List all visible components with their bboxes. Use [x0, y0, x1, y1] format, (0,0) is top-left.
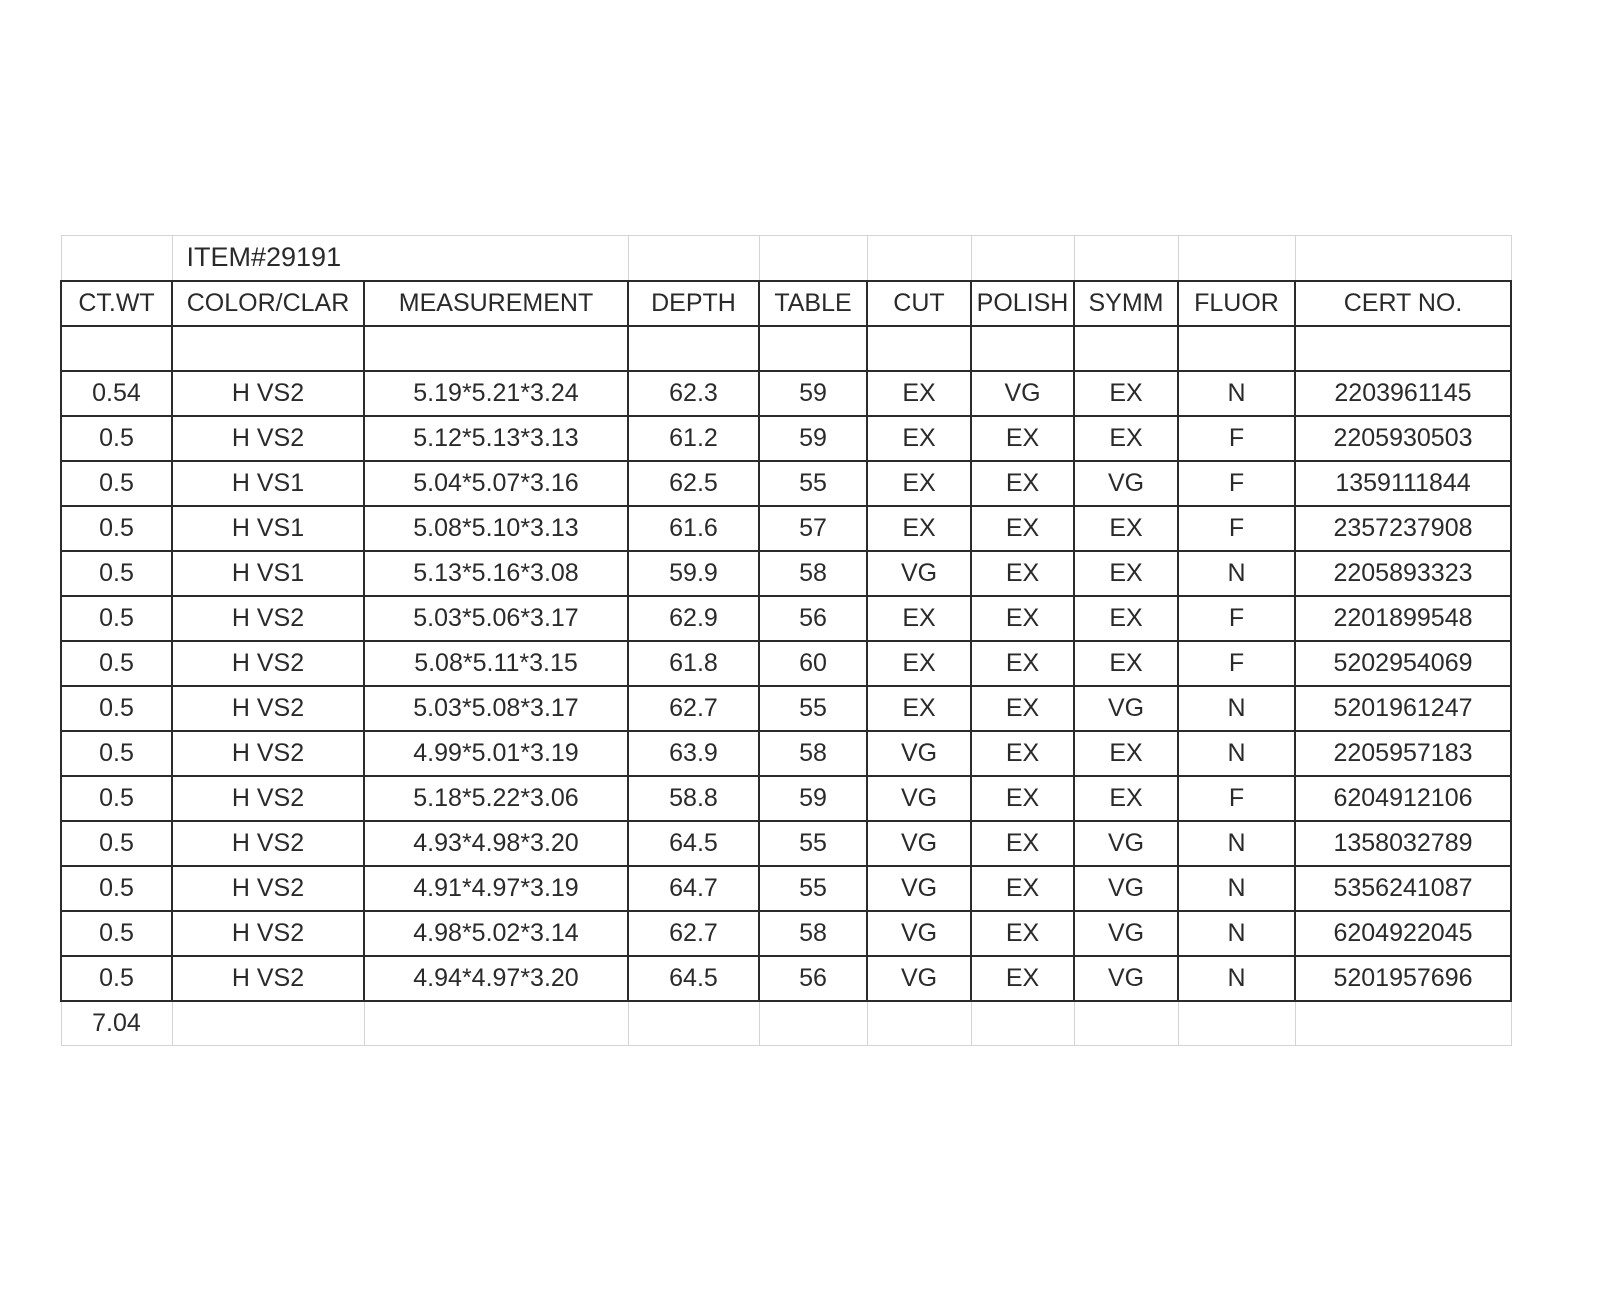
depth-cell[interactable]: 64.5	[628, 956, 759, 1001]
cut-cell[interactable]: EX	[867, 506, 971, 551]
cell[interactable]	[971, 326, 1074, 371]
cell[interactable]	[364, 326, 628, 371]
header-color-clar[interactable]: COLOR/CLAR	[172, 281, 364, 326]
item-title-row	[61, 236, 1511, 281]
cell[interactable]	[971, 236, 1074, 281]
cert-no-cell[interactable]: 5356241087	[1295, 866, 1511, 911]
fluor-cell[interactable]: F	[1178, 596, 1295, 641]
ct-wt-cell[interactable]: 0.5	[61, 641, 172, 686]
depth-cell[interactable]: 61.6	[628, 506, 759, 551]
cut-cell[interactable]: VG	[867, 866, 971, 911]
fluor-cell[interactable]: F	[1178, 506, 1295, 551]
color-clar-cell[interactable]: H VS1	[172, 506, 364, 551]
cell[interactable]	[1295, 326, 1511, 371]
cert-no-cell[interactable]: 5201961247	[1295, 686, 1511, 731]
table-cell[interactable]: 58	[759, 911, 867, 956]
cut-cell[interactable]: VG	[867, 911, 971, 956]
header-polish[interactable]: POLISH	[971, 281, 1074, 326]
symm-cell[interactable]: EX	[1074, 506, 1178, 551]
symm-cell[interactable]: VG	[1074, 911, 1178, 956]
cert-no-cell[interactable]: 6204912106	[1295, 776, 1511, 821]
cell[interactable]	[1074, 236, 1178, 281]
fluor-cell[interactable]: F	[1178, 416, 1295, 461]
table-cell[interactable]: 55	[759, 821, 867, 866]
color-clar-cell[interactable]: H VS2	[172, 686, 364, 731]
table-row	[61, 641, 1511, 686]
table-row	[61, 371, 1511, 416]
polish-cell[interactable]: EX	[971, 731, 1074, 776]
empty-row	[61, 326, 1511, 371]
fluor-cell[interactable]: N	[1178, 911, 1295, 956]
color-clar-cell[interactable]: H VS1	[172, 461, 364, 506]
ct-wt-cell[interactable]: 0.5	[61, 506, 172, 551]
polish-cell[interactable]: EX	[971, 461, 1074, 506]
measurement-cell[interactable]: 5.18*5.22*3.06	[364, 776, 628, 821]
table-row	[61, 956, 1511, 1001]
table-row	[61, 506, 1511, 551]
cert-no-cell[interactable]: 1358032789	[1295, 821, 1511, 866]
cell[interactable]	[759, 236, 867, 281]
table-cell[interactable]: 56	[759, 956, 867, 1001]
cell[interactable]	[1074, 1001, 1178, 1046]
cert-no-cell[interactable]: 6204922045	[1295, 911, 1511, 956]
symm-cell[interactable]: EX	[1074, 596, 1178, 641]
fluor-cell[interactable]: N	[1178, 551, 1295, 596]
polish-cell[interactable]: EX	[971, 911, 1074, 956]
symm-cell[interactable]: VG	[1074, 956, 1178, 1001]
cell[interactable]	[1295, 1001, 1511, 1046]
table-body	[61, 236, 1511, 1046]
depth-cell[interactable]: 61.2	[628, 416, 759, 461]
cell[interactable]	[61, 236, 172, 281]
depth-cell[interactable]: 63.9	[628, 731, 759, 776]
cell[interactable]	[628, 1001, 759, 1046]
cut-cell[interactable]: VG	[867, 956, 971, 1001]
cell[interactable]	[172, 1001, 364, 1046]
polish-cell[interactable]: EX	[971, 506, 1074, 551]
table-row	[61, 776, 1511, 821]
table-cell[interactable]: 56	[759, 596, 867, 641]
polish-cell[interactable]: VG	[971, 371, 1074, 416]
depth-cell[interactable]: 64.7	[628, 866, 759, 911]
cut-cell[interactable]: EX	[867, 596, 971, 641]
measurement-cell[interactable]: 4.98*5.02*3.14	[364, 911, 628, 956]
table-cell[interactable]: 57	[759, 506, 867, 551]
header-depth[interactable]: DEPTH	[628, 281, 759, 326]
color-clar-cell[interactable]: H VS2	[172, 596, 364, 641]
cert-no-cell[interactable]: 2205930503	[1295, 416, 1511, 461]
ct-wt-cell[interactable]: 0.5	[61, 686, 172, 731]
table-row	[61, 686, 1511, 731]
symm-cell[interactable]: EX	[1074, 551, 1178, 596]
depth-cell[interactable]: 59.9	[628, 551, 759, 596]
polish-cell[interactable]: EX	[971, 551, 1074, 596]
cert-no-cell[interactable]: 1359111844	[1295, 461, 1511, 506]
header-measurement[interactable]: MEASUREMENT	[364, 281, 628, 326]
polish-cell[interactable]: EX	[971, 416, 1074, 461]
fluor-cell[interactable]: N	[1178, 686, 1295, 731]
fluor-cell[interactable]: N	[1178, 821, 1295, 866]
cell[interactable]	[628, 236, 759, 281]
table-cell[interactable]: 58	[759, 551, 867, 596]
table-cell[interactable]: 55	[759, 866, 867, 911]
header-cut[interactable]: CUT	[867, 281, 971, 326]
table-cell[interactable]: 60	[759, 641, 867, 686]
cell[interactable]	[172, 326, 364, 371]
symm-cell[interactable]: EX	[1074, 371, 1178, 416]
table-row	[61, 461, 1511, 506]
cut-cell[interactable]: EX	[867, 686, 971, 731]
header-symm[interactable]: SYMM	[1074, 281, 1178, 326]
ct-wt-cell[interactable]: 0.54	[61, 371, 172, 416]
polish-cell[interactable]: EX	[971, 596, 1074, 641]
depth-cell[interactable]: 62.5	[628, 461, 759, 506]
cert-no-cell[interactable]: 2201899548	[1295, 596, 1511, 641]
diamond-stock-table	[60, 235, 1512, 1046]
table-cell[interactable]: 58	[759, 731, 867, 776]
cert-no-cell[interactable]: 5201957696	[1295, 956, 1511, 1001]
cert-no-cell[interactable]: 2357237908	[1295, 506, 1511, 551]
ct-wt-cell[interactable]: 0.5	[61, 911, 172, 956]
cut-cell[interactable]: EX	[867, 641, 971, 686]
symm-cell[interactable]: VG	[1074, 686, 1178, 731]
color-clar-cell[interactable]: H VS2	[172, 371, 364, 416]
polish-cell[interactable]: EX	[971, 821, 1074, 866]
symm-cell[interactable]: EX	[1074, 641, 1178, 686]
depth-cell[interactable]: 61.8	[628, 641, 759, 686]
table-row	[61, 416, 1511, 461]
polish-cell[interactable]: EX	[971, 956, 1074, 1001]
header-cert-no[interactable]: CERT NO.	[1295, 281, 1511, 326]
table-cell[interactable]: 59	[759, 371, 867, 416]
cell[interactable]	[759, 326, 867, 371]
polish-cell[interactable]: EX	[971, 866, 1074, 911]
cell[interactable]	[759, 1001, 867, 1046]
fluor-cell[interactable]: F	[1178, 776, 1295, 821]
cut-cell[interactable]: EX	[867, 416, 971, 461]
cell[interactable]	[1178, 326, 1295, 371]
polish-cell[interactable]: EX	[971, 641, 1074, 686]
fluor-cell[interactable]: N	[1178, 731, 1295, 776]
polish-cell[interactable]: EX	[971, 776, 1074, 821]
item-number[interactable]: ITEM#29191	[172, 236, 628, 281]
cell[interactable]	[364, 1001, 628, 1046]
header-ct-wt[interactable]: CT.WT	[61, 281, 172, 326]
measurement-cell[interactable]: 5.12*5.13*3.13	[364, 416, 628, 461]
measurement-cell[interactable]: 5.03*5.06*3.17	[364, 596, 628, 641]
cert-no-cell[interactable]: 2203961145	[1295, 371, 1511, 416]
ct-wt-cell[interactable]: 0.5	[61, 776, 172, 821]
table-row	[61, 731, 1511, 776]
table-row	[61, 596, 1511, 641]
ct-wt-cell[interactable]: 0.5	[61, 956, 172, 1001]
depth-cell[interactable]: 62.7	[628, 686, 759, 731]
table-row	[61, 821, 1511, 866]
color-clar-cell[interactable]: H VS2	[172, 911, 364, 956]
ct-wt-cell[interactable]: 0.5	[61, 416, 172, 461]
measurement-cell[interactable]: 4.91*4.97*3.19	[364, 866, 628, 911]
color-clar-cell[interactable]: H VS2	[172, 866, 364, 911]
cell[interactable]	[867, 236, 971, 281]
measurement-cell[interactable]: 5.19*5.21*3.24	[364, 371, 628, 416]
cut-cell[interactable]: EX	[867, 371, 971, 416]
header-fluor[interactable]: FLUOR	[1178, 281, 1295, 326]
symm-cell[interactable]: EX	[1074, 731, 1178, 776]
symm-cell[interactable]: EX	[1074, 416, 1178, 461]
color-clar-cell[interactable]: H VS2	[172, 416, 364, 461]
measurement-cell[interactable]: 4.99*5.01*3.19	[364, 731, 628, 776]
symm-cell[interactable]: VG	[1074, 821, 1178, 866]
ct-wt-cell[interactable]: 0.5	[61, 731, 172, 776]
cert-no-cell[interactable]: 2205893323	[1295, 551, 1511, 596]
cell[interactable]	[61, 326, 172, 371]
table-row	[61, 866, 1511, 911]
table-cell[interactable]: 55	[759, 686, 867, 731]
depth-cell[interactable]: 62.3	[628, 371, 759, 416]
depth-cell[interactable]: 58.8	[628, 776, 759, 821]
measurement-cell[interactable]: 5.04*5.07*3.16	[364, 461, 628, 506]
depth-cell[interactable]: 62.9	[628, 596, 759, 641]
cell[interactable]	[971, 1001, 1074, 1046]
ct-wt-cell[interactable]: 0.5	[61, 821, 172, 866]
polish-cell[interactable]: EX	[971, 686, 1074, 731]
symm-cell[interactable]: VG	[1074, 866, 1178, 911]
fluor-cell[interactable]: N	[1178, 866, 1295, 911]
cell[interactable]	[628, 326, 759, 371]
depth-cell[interactable]: 64.5	[628, 821, 759, 866]
ct-wt-cell[interactable]: 0.5	[61, 596, 172, 641]
color-clar-cell[interactable]: H VS2	[172, 731, 364, 776]
cert-no-cell[interactable]: 2205957183	[1295, 731, 1511, 776]
cell[interactable]	[867, 326, 971, 371]
cell[interactable]	[1295, 236, 1511, 281]
fluor-cell[interactable]: N	[1178, 371, 1295, 416]
color-clar-cell[interactable]: H VS2	[172, 641, 364, 686]
fluor-cell[interactable]: F	[1178, 641, 1295, 686]
table-cell[interactable]: 55	[759, 461, 867, 506]
measurement-cell[interactable]: 5.08*5.11*3.15	[364, 641, 628, 686]
measurement-cell[interactable]: 5.08*5.10*3.13	[364, 506, 628, 551]
measurement-cell[interactable]: 4.94*4.97*3.20	[364, 956, 628, 1001]
symm-cell[interactable]: EX	[1074, 776, 1178, 821]
header-table[interactable]: TABLE	[759, 281, 867, 326]
depth-cell[interactable]: 62.7	[628, 911, 759, 956]
fluor-cell[interactable]: N	[1178, 956, 1295, 1001]
cell[interactable]	[1178, 236, 1295, 281]
color-clar-cell[interactable]: H VS1	[172, 551, 364, 596]
symm-cell[interactable]: VG	[1074, 461, 1178, 506]
table-row	[61, 551, 1511, 596]
color-clar-cell[interactable]: H VS2	[172, 956, 364, 1001]
ct-wt-cell[interactable]: 0.5	[61, 461, 172, 506]
cell[interactable]	[1074, 326, 1178, 371]
total-row	[61, 1001, 1511, 1046]
color-clar-cell[interactable]: H VS2	[172, 821, 364, 866]
measurement-cell[interactable]: 5.03*5.08*3.17	[364, 686, 628, 731]
cut-cell[interactable]: VG	[867, 776, 971, 821]
ct-wt-cell[interactable]: 0.5	[61, 866, 172, 911]
cert-no-cell[interactable]: 5202954069	[1295, 641, 1511, 686]
measurement-cell[interactable]: 5.13*5.16*3.08	[364, 551, 628, 596]
table-row	[61, 911, 1511, 956]
ct-wt-cell[interactable]: 0.5	[61, 551, 172, 596]
header-row	[61, 281, 1511, 326]
cut-cell[interactable]: VG	[867, 551, 971, 596]
measurement-cell[interactable]: 4.93*4.98*3.20	[364, 821, 628, 866]
cell[interactable]	[867, 1001, 971, 1046]
cell[interactable]	[1178, 1001, 1295, 1046]
cut-cell[interactable]: VG	[867, 731, 971, 776]
cut-cell[interactable]: EX	[867, 461, 971, 506]
table-cell[interactable]: 59	[759, 776, 867, 821]
cut-cell[interactable]: VG	[867, 821, 971, 866]
total-ct-wt[interactable]: 7.04	[61, 1001, 172, 1046]
color-clar-cell[interactable]: H VS2	[172, 776, 364, 821]
fluor-cell[interactable]: F	[1178, 461, 1295, 506]
table-cell[interactable]: 59	[759, 416, 867, 461]
